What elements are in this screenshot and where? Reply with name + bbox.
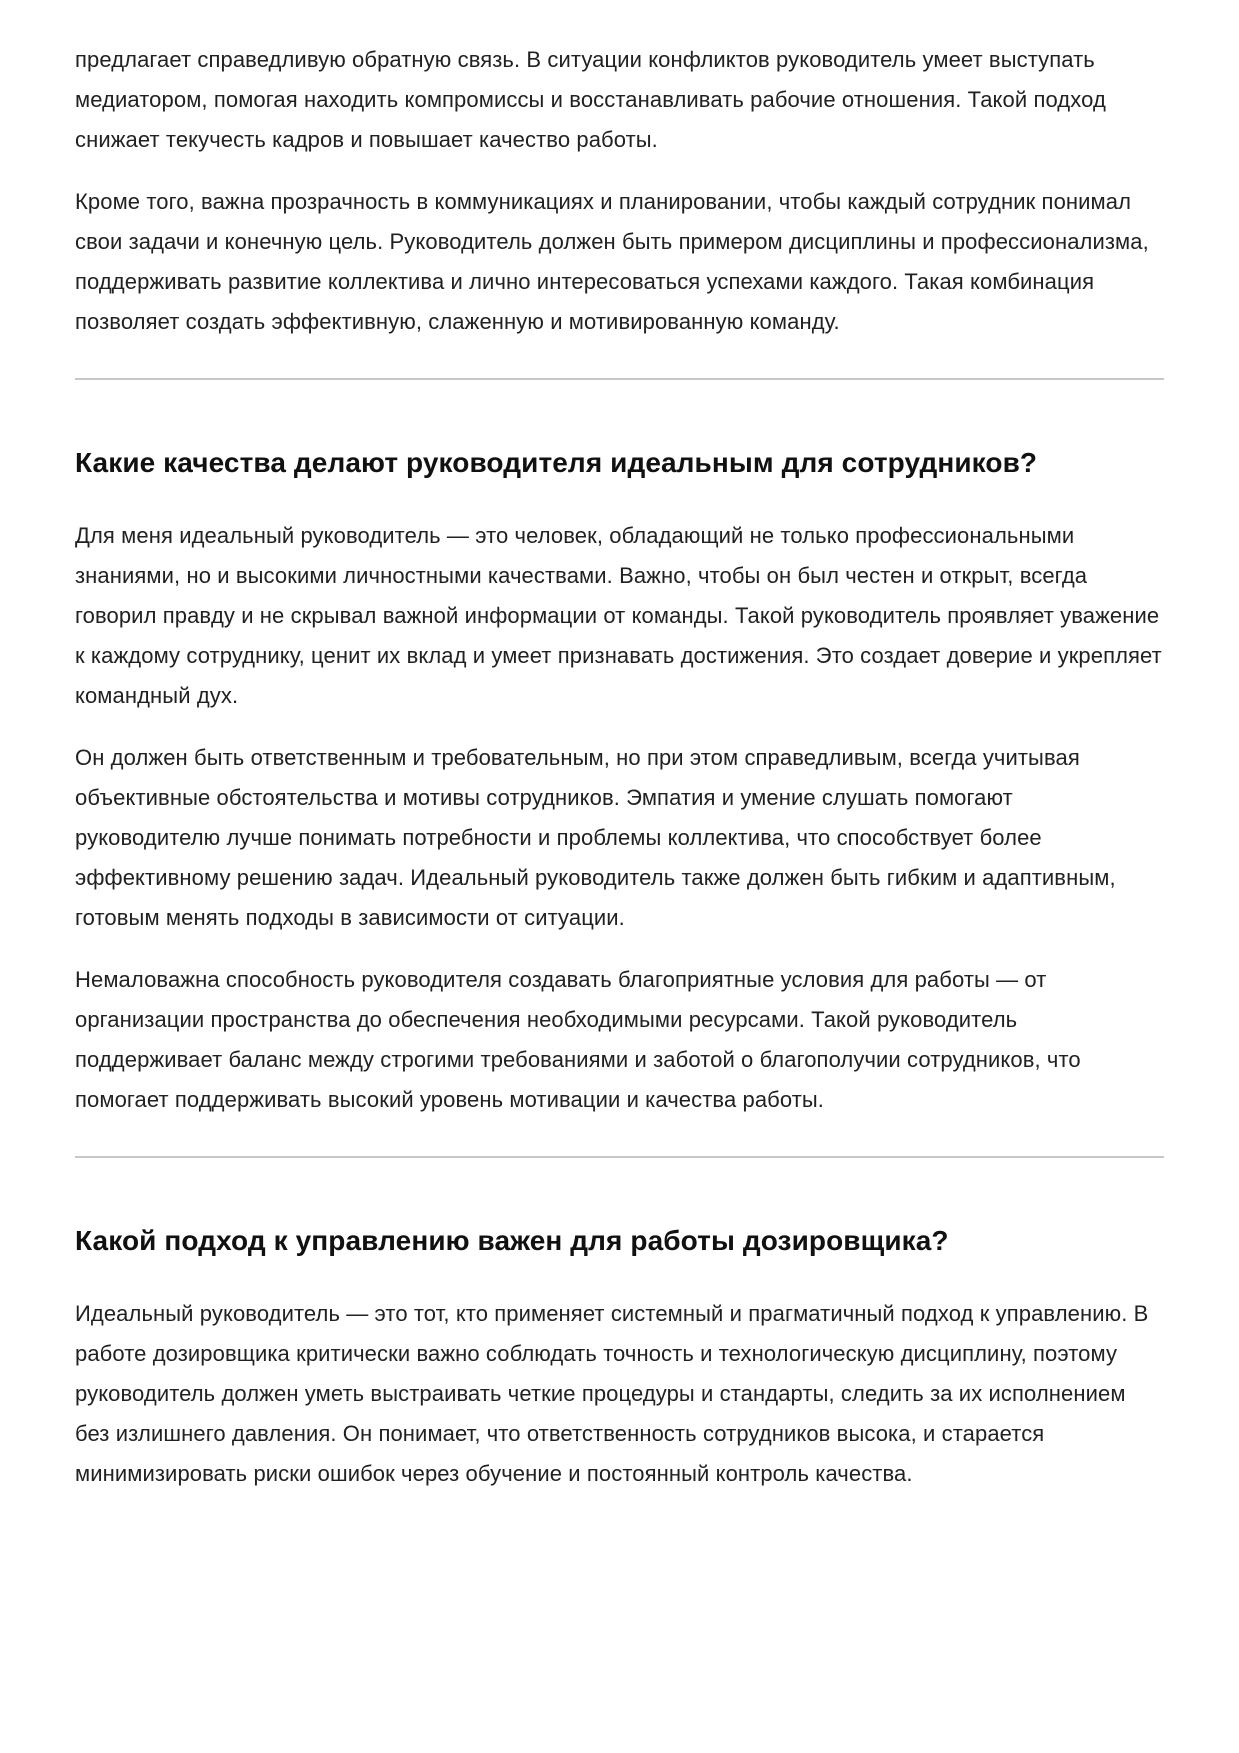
section-heading: Какие качества делают руководителя идеальным для сотрудников? xyxy=(75,447,1038,478)
section-management-approach xyxy=(75,1222,1164,1494)
section-intro xyxy=(75,40,1164,342)
paragraph: Для меня идеальный руководитель — это человек, обладающий не только профессиональными знаниями, но и высокими личностными качествами. Важно, чтобы он был честен и открыт, всегда говорил правду и не скрывал важной информации от команды. Такой руководитель проявляет уважение к каждому сотруднику, ценит их вклад и умеет признавать достижения. Это создает доверие и укрепляет командный дух. xyxy=(75,523,1162,708)
section-ideal-qualities xyxy=(75,444,1164,1120)
section-divider xyxy=(75,378,1164,380)
paragraph: Идеальный руководитель — это тот, кто применяет системный и прагматичный подход к управлению. В работе дозировщика критически важно соблюдать точность и технологическую дисциплину, поэтому руководитель должен уметь выстраивать четкие процедуры и стандарты, следить за их исполнением без излишнего давления. Он понимает, что ответственность сотрудников высока, и старается минимизировать риски ошибок через обучение и постоянный контроль качества. xyxy=(75,1301,1149,1486)
paragraph: Кроме того, важна прозрачность в коммуникациях и планировании, чтобы каждый сотрудник понимал свои задачи и конечную цель. Руководитель должен быть примером дисциплины и профессионализма, поддерживать развитие коллектива и лично интересоваться успехами каждого. Такая комбинация позволяет создать эффективную, слаженную и мотивированную команду. xyxy=(75,189,1149,334)
section-heading: Какой подход к управлению важен для работы дозировщика? xyxy=(75,1225,949,1256)
paragraph: предлагает справедливую обратную связь. В ситуации конфликтов руководитель умеет выступать медиатором, помогая находить компромиссы и восстанавливать рабочие отношения. Такой подход снижает текучесть кадров и повышает качество работы. xyxy=(75,47,1106,152)
section-divider xyxy=(75,1156,1164,1158)
paragraph: Немаловажна способность руководителя создавать благоприятные условия для работы — от организации пространства до обеспечения необходимыми ресурсами. Такой руководитель поддерживает баланс между строгими требованиями и заботой о благополучии сотрудников, что помогает поддерживать высокий уровень мотивации и качества работы. xyxy=(75,967,1081,1112)
paragraph: Он должен быть ответственным и требовательным, но при этом справедливым, всегда учитывая объективные обстоятельства и мотивы сотрудников. Эмпатия и умение слушать помогают руководителю лучше понимать потребности и проблемы коллектива, что способствует более эффективному решению задач. Идеальный руководитель также должен быть гибким и адаптивным, готовым менять подходы в зависимости от ситуации. xyxy=(75,745,1116,930)
